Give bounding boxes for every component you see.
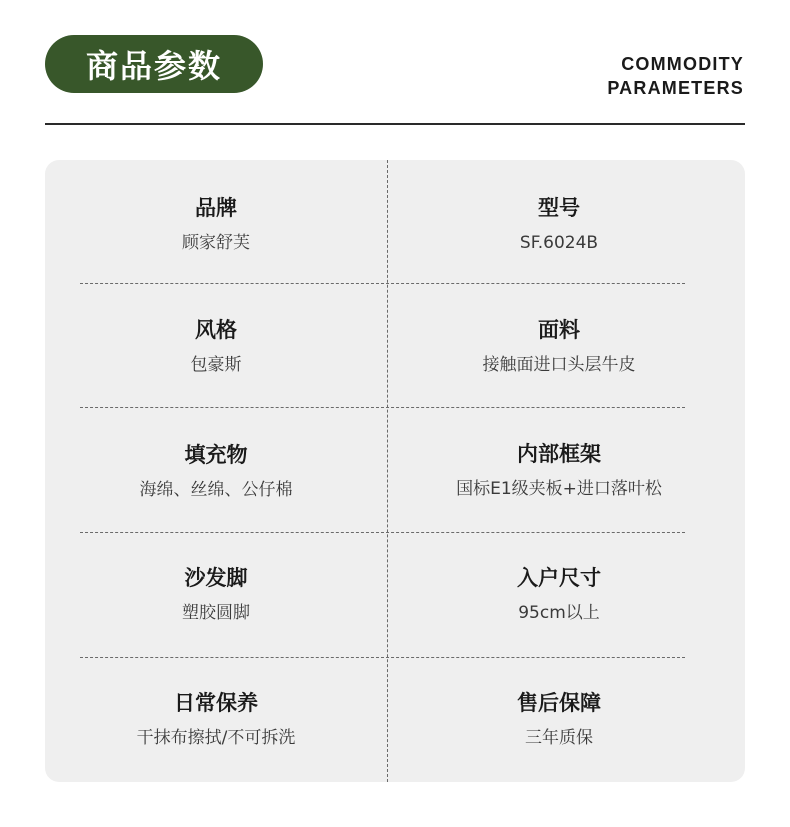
param-value: 95cm以上 xyxy=(518,603,600,623)
param-maintenance xyxy=(45,689,387,750)
param-value: 接触面进口头层牛皮 xyxy=(482,355,636,375)
param-value: 三年质保 xyxy=(525,728,593,748)
param-label: 售后保障 xyxy=(517,691,601,715)
param-label: 沙发脚 xyxy=(184,566,248,590)
param-label: 内部框架 xyxy=(517,442,601,466)
title-en-line-2: PARAMETERS xyxy=(607,78,744,98)
page-title-english xyxy=(607,52,744,100)
row-divider xyxy=(80,407,685,408)
param-label: 日常保养 xyxy=(174,691,258,715)
param-label: 面料 xyxy=(538,318,580,342)
param-warranty xyxy=(388,689,730,750)
row-divider xyxy=(80,657,685,658)
param-frame xyxy=(388,440,730,501)
param-style xyxy=(45,316,387,377)
param-label: 品牌 xyxy=(195,196,237,220)
param-label: 型号 xyxy=(538,196,580,220)
header-divider xyxy=(45,123,745,125)
param-label: 风格 xyxy=(195,318,237,342)
param-value: 干抹布擦拭/不可拆洗 xyxy=(136,728,296,748)
page-title: 商品参数 xyxy=(85,47,222,85)
param-filling xyxy=(45,441,387,502)
param-label: 入户尺寸 xyxy=(517,566,601,590)
param-value: 海绵、丝绵、公仔棉 xyxy=(139,480,293,500)
param-value: 顾家舒芙 xyxy=(182,233,250,253)
param-entry-size xyxy=(388,564,730,625)
param-brand xyxy=(45,194,387,255)
param-legs xyxy=(45,564,387,625)
title-en-line-1: COMMODITY xyxy=(621,54,744,74)
row-divider xyxy=(80,283,685,284)
param-value: 包豪斯 xyxy=(190,355,242,375)
row-divider xyxy=(80,532,685,533)
page-title-badge xyxy=(45,35,263,93)
param-value: 塑胶圆脚 xyxy=(182,603,250,623)
param-fabric xyxy=(388,316,730,377)
param-value: SF.6024B xyxy=(519,233,599,253)
param-value: 国标E1级夹板+进口落叶松 xyxy=(456,479,662,499)
parameters-panel xyxy=(45,160,745,782)
param-label: 填充物 xyxy=(184,443,248,467)
param-model xyxy=(388,194,730,255)
